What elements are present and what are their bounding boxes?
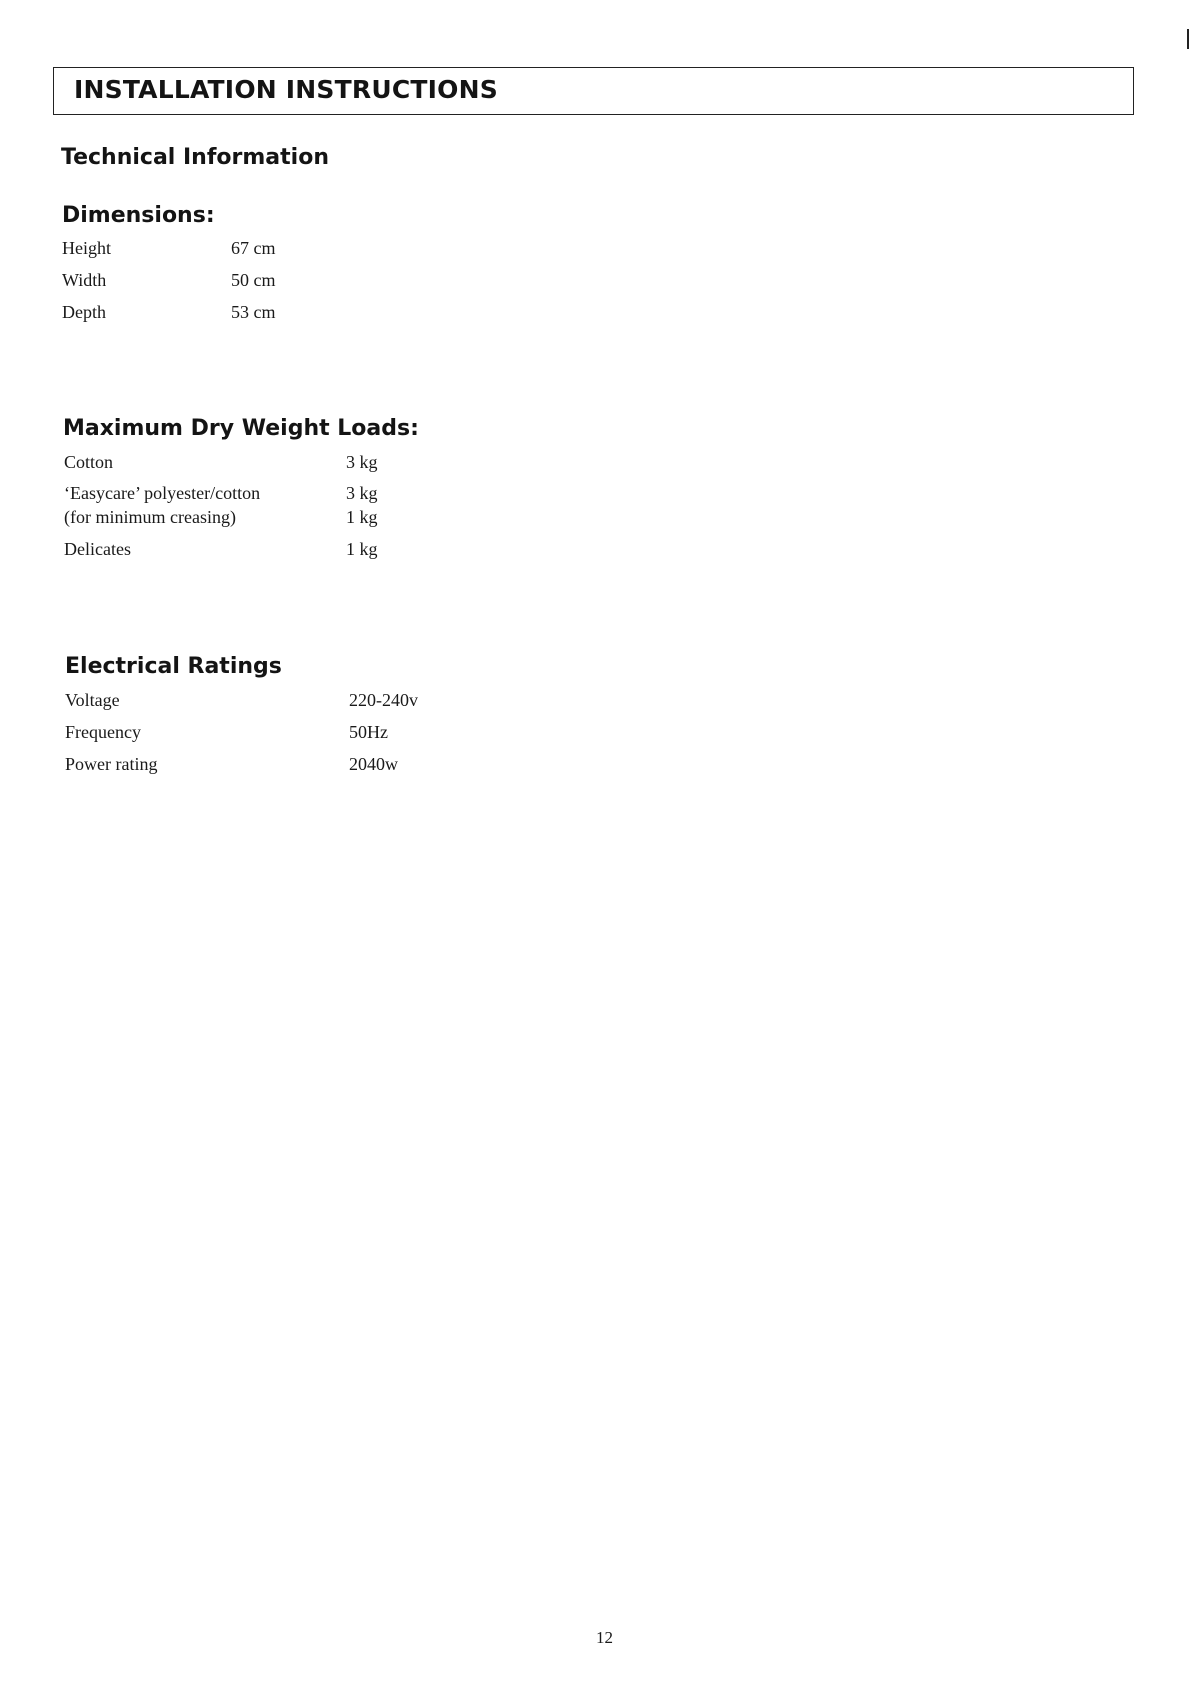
- load-value-cotton: 3 kg: [346, 452, 378, 472]
- electrical-label-power: Power rating: [65, 754, 158, 774]
- electrical-value-power: 2040w: [349, 754, 398, 774]
- edge-mark: [1187, 29, 1189, 49]
- electrical-heading: Electrical Ratings: [65, 654, 282, 679]
- dimensions-heading: Dimensions:: [62, 203, 215, 228]
- section-banner: [53, 67, 1134, 115]
- electrical-value-voltage: 220-240v: [349, 690, 418, 710]
- dimension-label-width: Width: [62, 270, 107, 290]
- load-label-delicates: Delicates: [64, 539, 131, 559]
- electrical-value-frequency: 50Hz: [349, 722, 388, 742]
- loads-heading: Maximum Dry Weight Loads:: [63, 416, 419, 441]
- electrical-label-voltage: Voltage: [65, 690, 120, 710]
- dimension-label-depth: Depth: [62, 302, 106, 322]
- load-label-easycare: ‘Easycare’ polyester/cotton: [64, 483, 261, 503]
- load-value-delicates: 1 kg: [346, 539, 378, 559]
- dimension-label-height: Height: [62, 238, 111, 258]
- page-title: INSTALLATION INSTRUCTIONS: [74, 75, 498, 104]
- dimension-value-height: 67 cm: [231, 238, 276, 258]
- dimension-value-depth: 53 cm: [231, 302, 276, 322]
- load-label-cotton: Cotton: [64, 452, 114, 472]
- load-value-minimum-creasing: 1 kg: [346, 507, 378, 527]
- page-number: 12: [596, 1628, 613, 1647]
- technical-information-heading: Technical Information: [61, 145, 329, 170]
- electrical-label-frequency: Frequency: [65, 722, 141, 742]
- dimension-value-width: 50 cm: [231, 270, 276, 290]
- load-value-easycare: 3 kg: [346, 483, 378, 503]
- load-label-minimum-creasing: (for minimum creasing): [64, 507, 236, 527]
